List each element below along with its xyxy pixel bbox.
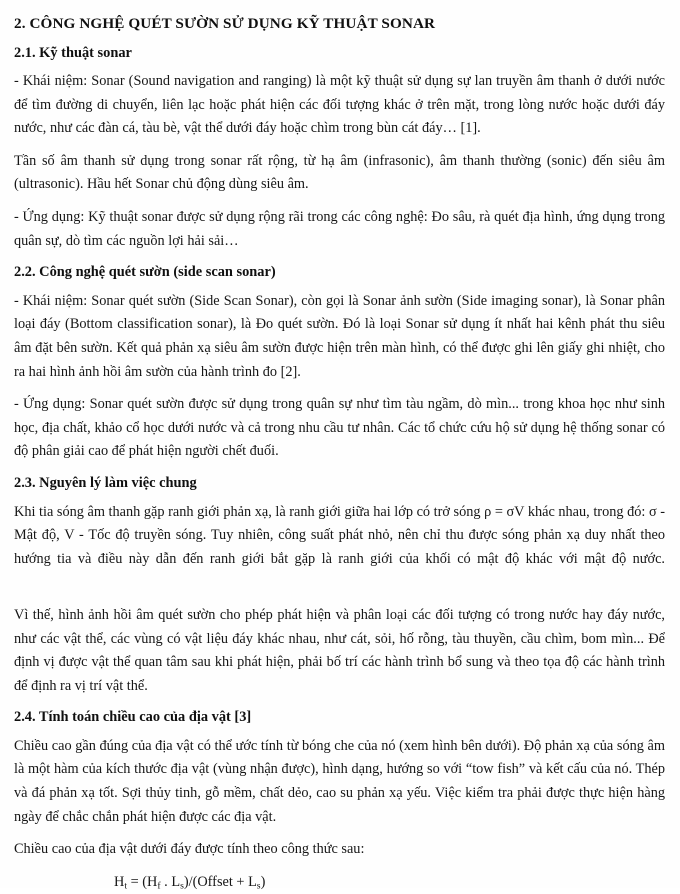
formula-multiply: . <box>160 873 172 890</box>
formula-offset-label: Offset <box>197 873 233 890</box>
formula-term3-symbol: L <box>248 873 257 890</box>
formula-term1-subscript: f <box>157 880 161 892</box>
formula-close-paren: ) <box>260 873 266 890</box>
section-heading-2-2: 2.2. Công nghệ quét sườn (side scan sonar) <box>14 264 276 281</box>
section-heading-2-3: 2.3. Nguyên lý làm việc chung <box>14 474 197 491</box>
section-heading-2-4: 2.4. Tính toán chiều cao của địa vật [3] <box>14 709 252 726</box>
formula-lhs-symbol: H <box>114 873 125 890</box>
paragraph-khai-niem-quet-suon: - Khái niệm: Sonar quét sườn (Side Scan Sonar), còn gọi là Sonar ảnh sườn (Side imaging sonar), là Sonar phân loại đáy (Bottom classification sonar), là Đo quét sườn. Đó là loại Sonar sử dụng ít nhất hai kênh phát thu siêu âm đặt bên sườn. Kết quả phản xạ siêu âm sườn được hiện trên màn hình, có thể được ghi lên giấy ghi nhiệt, cho ra hai hình ảnh hồi âm sườn của hành trình đo [2]. <box>14 292 665 380</box>
section-heading-2-1: 2.1. Kỹ thuật sonar <box>14 44 132 61</box>
formula-lhs-subscript: t <box>124 880 128 892</box>
paragraph-nguyen-ly-tia-song: Khi tia sóng âm thanh gặp ranh giới phản xạ, là ranh giới giữa hai lớp có trở sóng ρ = σV khác nhau, trong đó: σ - Mật độ, V - Tốc độ truyền sóng. Tuy nhiên, công suất phát nhỏ, nên chỉ thu được sóng phản xạ duy nhất theo hướng tia và điều này dẫn đến ranh giới bắt gặp là ranh giới của khối có mật độ khác với mật độ nước. <box>14 503 665 567</box>
formula-term1-symbol: H <box>147 873 158 890</box>
paragraph-ung-dung-quet-suon: - Ứng dụng: Sonar quét sườn được sử dụng trong quân sự như tìm tàu ngầm, dò mìn... trong khoa học như sinh học, địa chất, khảo cổ học dưới nước và cả trong nhu cầu tư nhân. Các tổ chức cứu hộ sử dụng hệ thống sonar có độ phân giải cao để phát hiện người chết đuối. <box>14 396 665 460</box>
formula-term2-symbol: L <box>171 873 181 890</box>
paragraph-tan-so-am-thanh: Tần số âm thanh sử dụng trong sonar rất rộng, từ hạ âm (infrasonic), âm thanh thường (sonic) đến siêu âm (ultrasonic). Hầu hết Sonar chủ động dùng siêu âm. <box>14 152 665 193</box>
paragraph-chieu-cao-gan-dung: Chiều cao gần đúng của địa vật có thể ước tính từ bóng che của nó (xem hình bên dưới). Độ phản xạ của sóng âm là một hàm của kích thước địa vật (vùng nhận được), hình dạng, hướng so với “tow fish” và kết cấu của nó. Thép và đá phản xạ tốt. Sợi thủy tinh, gỗ mềm, chất dẻo, cao su phản xạ yếu. Việc kiểm tra phải được thực hiện hàng ngày để chắc chắn phát hiện được các địa vật. <box>14 737 665 825</box>
paragraph-cong-thuc-intro: Chiều cao của địa vật dưới đáy được tính theo công thức sau: <box>14 841 365 858</box>
formula-plus: + <box>232 873 249 890</box>
paragraph-khai-niem-sonar: - Khái niệm: Sonar (Sound navigation and ranging) là một kỹ thuật sử dụng sự lan truyền âm thanh ở dưới nước để tìm đường di chuyển, liên lạc hoặc phát hiện các đối tượng khác ở trên mặt, trong lòng nước hoặc dưới đáy nước, như các đàn cá, tàu bè, vật thể dưới đáy hoặc chìm trong bùn cát đáy… [1]. <box>14 73 665 137</box>
formula-divider: )/( <box>183 873 198 890</box>
paragraph-ung-dung-sonar: - Ứng dụng: Kỹ thuật sonar được sử dụng rộng rãi trong các công nghệ: Đo sâu, rà quét địa hình, ứng dụng trong quân sự, dò tìm các nguồn lợi hải sải… <box>14 209 665 249</box>
formula-chieu-cao-dia-vat <box>14 871 665 894</box>
formula-equals: = ( <box>127 873 148 890</box>
formula-term3-subscript: s <box>256 880 261 892</box>
paragraph-hinh-anh-hoi-am: Vì thế, hình ảnh hồi âm quét sườn cho phép phát hiện và phân loại các đối tượng có trong nước hay đáy nước, như các vật thể, các vùng có vật liệu đáy khác nhau, như cát, sỏi, hố rỗng, tàu thuyền, cầu chìm, bom mìn... Để định vị được vật thể quan tâm sau khi phát hiện, phải bố trí các hành trình bổ sung và theo tọa độ các hành trình để định ra vị trí vật thể. <box>14 606 665 694</box>
page-title: 2. CÔNG NGHỆ QUÉT SƯỜN SỬ DỤNG KỸ THUẬT SONAR <box>14 15 436 32</box>
formula-term2-subscript: s <box>180 880 184 892</box>
